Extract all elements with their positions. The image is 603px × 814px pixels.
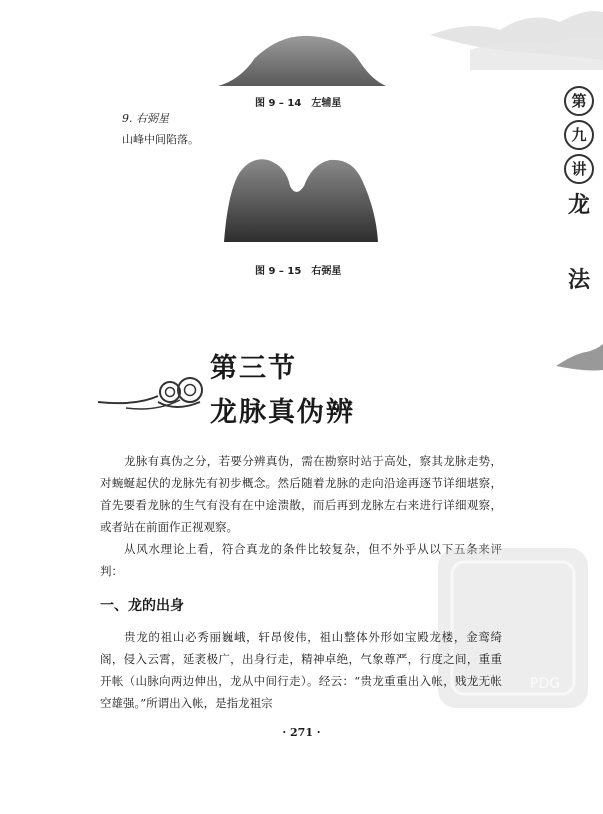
figure-right-bi-star-mountain	[220, 150, 380, 252]
ink-brush-decoration	[556, 340, 603, 376]
subsection-heading: 一、龙的出身	[100, 598, 184, 614]
figure-left-fu-star-mountain	[210, 28, 390, 90]
chapter-char-1: 第	[564, 86, 594, 116]
chapter-char-2: 九	[564, 120, 594, 150]
figure-14-caption: 图 9 – 14 左辅星	[255, 98, 342, 109]
paragraph-2: 从风水理论上看，符合真龙的条件比较复杂，但不外乎从以下五条来评判：	[100, 542, 502, 578]
chapter-char-3: 讲	[564, 154, 594, 184]
paragraph-3: 贵龙的祖山必秀丽巍峨，轩昂俊伟，祖山整体外形如宝殿龙楼，金鸾绮阁，侵入云霄，延袤极广，出身行走，精神卓绝，气象尊严，行度之间，重重开帐（山脉向两边伸出，龙从中间行走）。经云：“贵龙重重出入帐，贱龙无帐空雄强。”所谓出入帐，是指龙祖宗	[100, 630, 502, 710]
paragraph-1: 龙脉有真伪之分，若要分辨真伪，需在勘察时站于高处，察其龙脉走势，对蜿蜒起伏的龙脉先有初步概念。然后随着龙脉的走向沿途再逐节详细堪察，首先要看龙脉的生气有没有在中途溃散，而后再到龙脉左右来进行详细观察，或者站在前面作正视观察。	[100, 454, 502, 534]
item-9-description: 山峰中间陷落。	[122, 133, 199, 146]
svg-text:PDG: PDG	[530, 676, 561, 692]
item-9-title: 9. 右弼星	[122, 112, 169, 125]
ink-mountain-decoration	[430, 0, 603, 70]
figure-15-caption: 图 9 – 15 右弼星	[255, 266, 342, 277]
section-number: 第三节	[210, 353, 297, 384]
page-number: · 271 ·	[282, 726, 321, 739]
chapter-title-char-2: 法	[567, 267, 590, 293]
cloud-swirl-ornament	[96, 372, 208, 418]
chapter-title-char-1: 龙	[567, 192, 590, 218]
section-title: 龙脉真伪辨	[210, 397, 355, 428]
chapter-side-tab	[561, 86, 597, 294]
